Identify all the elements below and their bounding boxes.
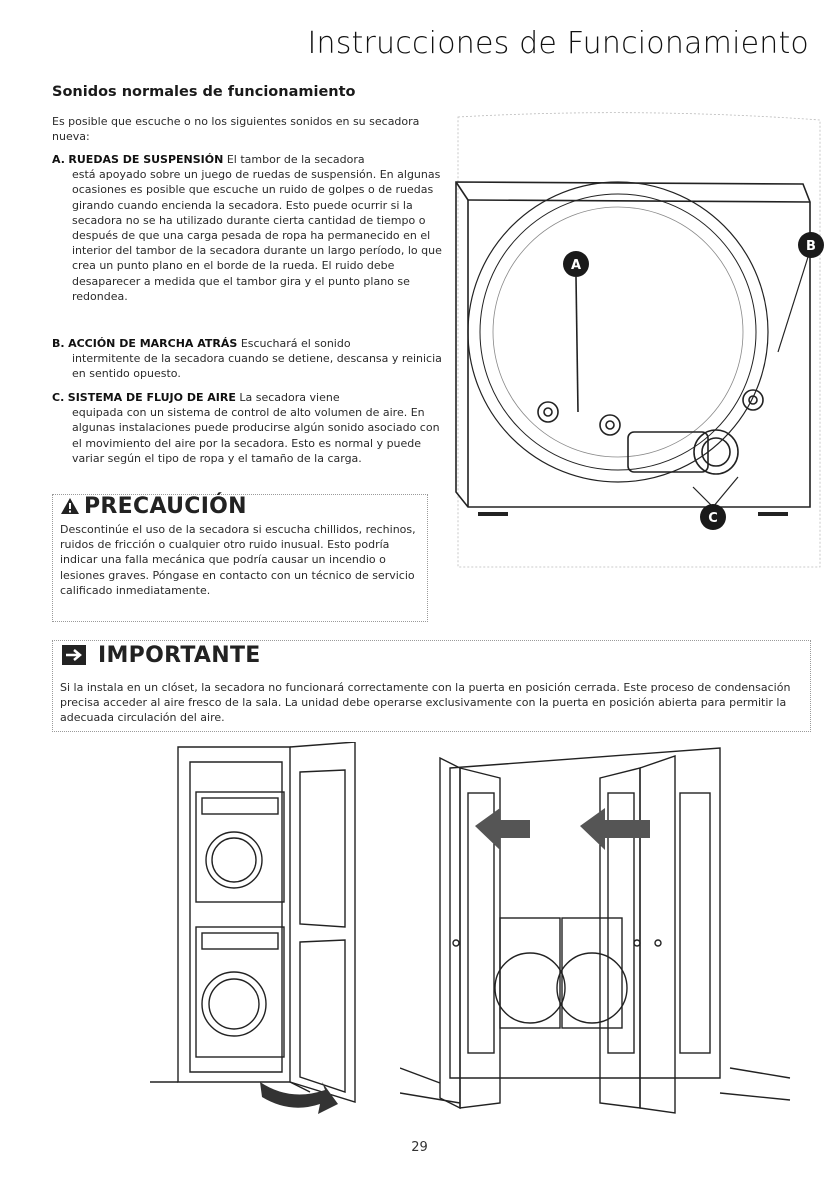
list-item-c [52,390,447,466]
item-first-line: El tambor de la secadora [226,153,365,166]
callout-b-label: B [806,239,816,254]
important-heading-text: IMPORTANTE [97,643,261,668]
caution-heading [60,494,247,519]
item-text: equipada con un sistema de control de alto volumen de aire. En algunas instalaciones puede producirse algún sonido asociado con el movimiento del aire por la secadora. Esto es normal y puede variar según el tipo de ropa y el tamaño de la carga. [72,406,440,465]
important-heading [62,642,261,668]
item-marker: C. [52,391,65,404]
item-title: ACCIÓN DE MARCHA ATRÁS [68,337,238,350]
list-item-b [52,336,447,382]
intro-paragraph: Es posible que escuche o no los siguientes sonidos en su secadora nueva: [52,115,420,144]
item-first-line: La secadora viene [239,391,340,404]
open-door-left-arrow-icon [475,808,530,850]
item-title: RUEDAS DE SUSPENSIÓN [68,153,224,166]
item-title: SISTEMA DE FLUJO DE AIRE [67,391,236,404]
caution-heading-text: PRECAUCIÓN [84,494,247,519]
item-text: está apoyado sobre un juego de ruedas de suspensión. En algunas ocasiones es posible que escuche un ruido de golpes o de ruedas girando cuando encienda la secadora. Esto puede ocurrir si la secadora no se ha utilizado durante cierta cantidad de tiempo o después de que una carga pesada de ropa ha permanecido en el interior del tambor de la secadora durante un largo período, lo que crea un punto plano en el borde de la rueda. El ruido debe desaparecer a medida que el tambor gira y el punto plano se redondea. [72,168,442,303]
item-text: intermitente de la secadora cuando se detiene, descansa y reinicia en sentido opuesto. [72,352,442,381]
page-title: Instrucciones de Funcionamiento [307,26,809,61]
callout-c [700,504,726,530]
warning-triangle-icon [60,494,80,519]
item-marker: A. [52,153,65,166]
caution-text: Descontinúe el uso de la secadora si escucha chillidos, rechinos, ruidos de fricción o cualquier otro ruido inusual. Esto podría indicar una falla mecánica que podría causar un incendio o lesiones graves. Póngase en contacto con un técnico de servicio calificado inmediatamente. [60,523,416,597]
callout-a [563,251,589,277]
closet-illustration-left [150,742,360,1114]
list-item-a [52,152,447,304]
callout-a-label: A [570,258,582,273]
closet-illustration-right [400,738,795,1116]
important-text: Si la instala en un clóset, la secadora no funcionará correctamente con la puerta en posición cerrada. Este proceso de condensación precisa acceder al aire fresco de la sala. La unidad debe operarse exclusivamente con la puerta en posición abierta para permitir la adecuada circulación del aire. [60,681,791,725]
section-heading: Sonidos normales de funcionamiento [52,84,356,100]
arrow-right-icon [62,643,98,668]
page-number: 29 [411,1140,428,1155]
item-marker: B. [52,337,65,350]
callout-b [798,232,824,258]
item-first-line: Escuchará el sonido [240,337,351,350]
dryer-illustration [448,112,828,574]
callout-c-label: C [708,511,718,526]
